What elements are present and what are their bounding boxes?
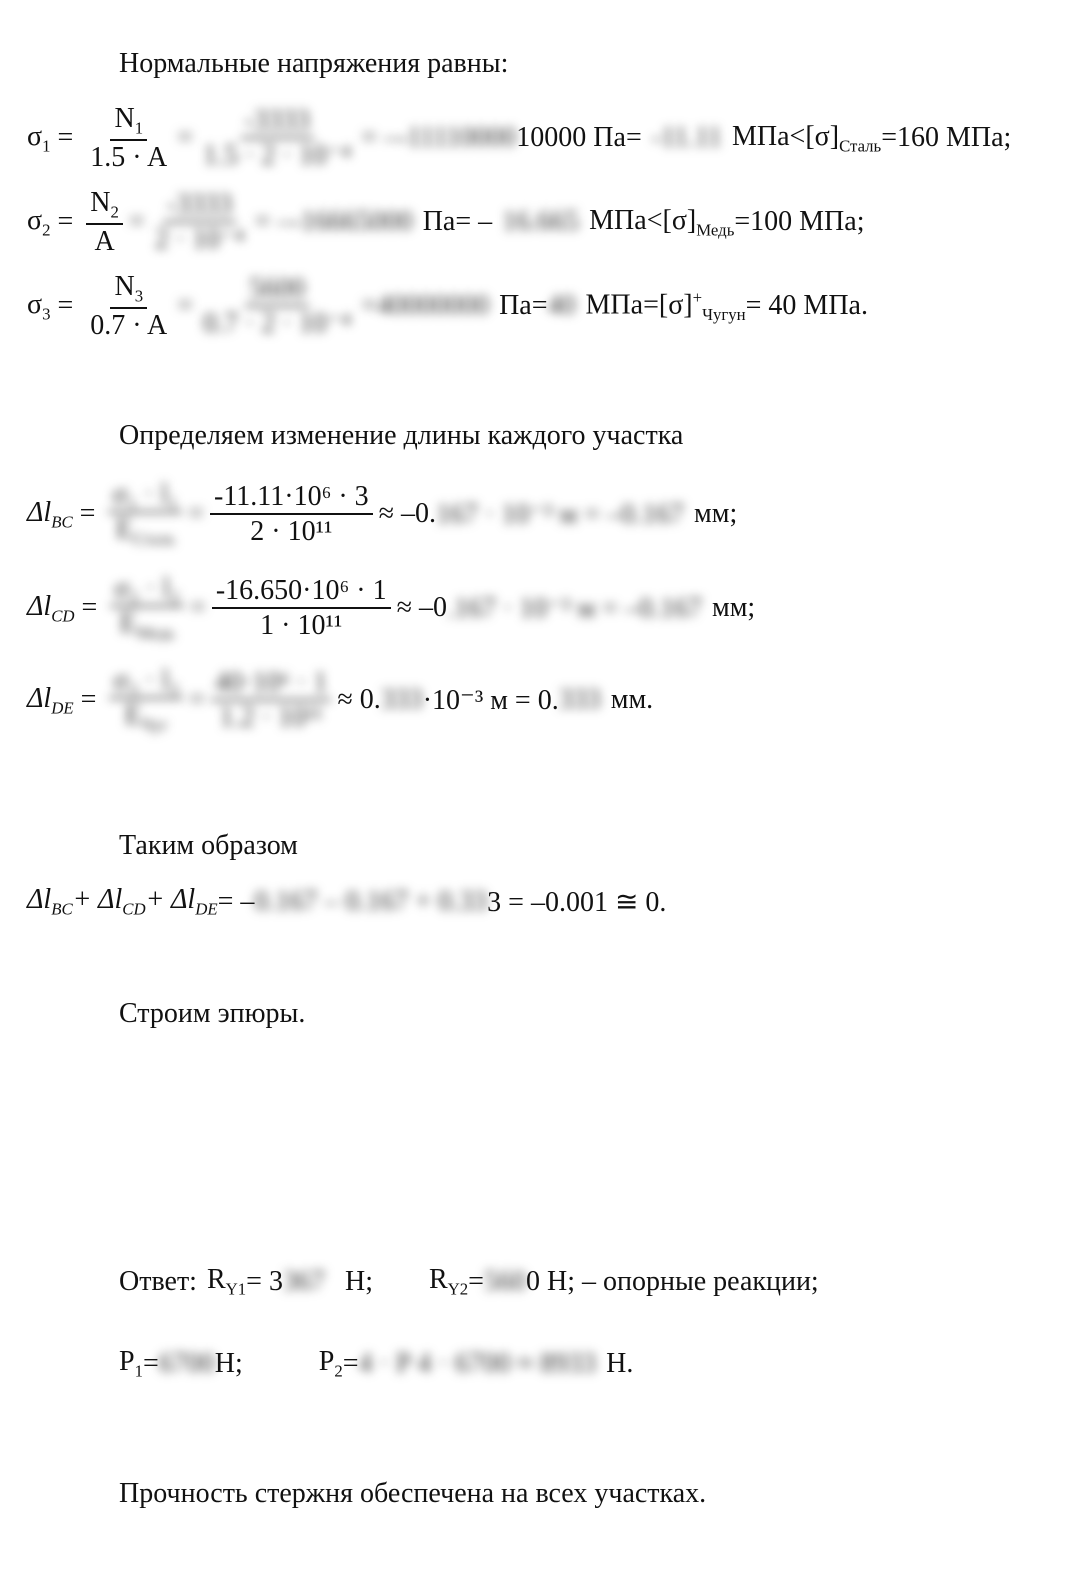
- sigma1-lhs: $\sigma_1$: [27, 120, 51, 156]
- sum-formula: $\Delta l_{BC}$ + $\Delta l_{CD}$ + $\Delta l_{DE}$ = – 0.167 – 0.167 + 0.33 3 = –0.001 ≅ 0.: [27, 884, 667, 919]
- dl-de-fraction-symbolic: $\frac{\text{σ₃ · l₃}}{E_{Чуг}}$: [109, 666, 183, 735]
- build-diagrams-paragraph: Строим эпюры.: [119, 998, 306, 1029]
- sigma2-fraction-values: $\frac{-3333}{\text{2 · 10⁻⁴}}$: [154, 188, 245, 256]
- dl-bc-formula: $\Delta l_{BC}$ = $\frac{\text{σ₁ · l₁}}{E_{Сталь}}$ = $\frac{\text{-11.11·10⁶ · 3}}{\text{2 · 10¹¹}}$ ≈ –0. 167 · 10⁻³ м = –0.167 мм;: [27, 479, 738, 549]
- intro-paragraph: Нормальные напряжения равны:: [119, 48, 509, 79]
- sigma1-formula: $\sigma_1$ = $\frac{N_1}{1.5 \cdot A}$ = $\frac{-3333}{\text{1.5 · 2 · 10⁻⁴}}$ = – -11110000 10000 Па= -11.11 $МПа<[\sigma]_{Сталь}$ =160 МПа;: [27, 103, 1012, 174]
- length-change-paragraph: Определяем изменение длины каждого участка: [119, 420, 684, 451]
- sigma1-value-hidden: -11110000: [398, 122, 517, 154]
- dl-bc-fraction-values: $\frac{\text{-11.11·10⁶ · 3}}{\text{2 · 10¹¹}}$: [210, 482, 373, 547]
- sigma2-fraction: $\frac{N_2}{A}$: [86, 188, 123, 257]
- strength-conclusion-paragraph: Прочность стержня обеспечена на всех участках.: [119, 1478, 707, 1509]
- sigma2-lhs: $\sigma_2$: [27, 204, 51, 240]
- dl-de-lhs: $\Delta l_{DE}$: [27, 682, 74, 718]
- sigma1-fraction: $\frac{N_1}{1.5 \cdot A}$: [90, 103, 168, 174]
- dl-cd-fraction-values: $\frac{\text{-16.650·10⁶ · 1}}{\text{1 · 10¹¹}}$: [212, 576, 391, 641]
- dl-de-fraction-values: $\frac{\text{40·10⁶ · 1}}{\text{1.2 · 10¹¹}}$: [211, 668, 331, 733]
- sigma1-fraction-values: $\frac{-3333}{\text{1.5 · 2 · 10⁻⁴}}$: [203, 104, 352, 172]
- dl-cd-formula: $\Delta l_{CD}$ = $\frac{\text{σ₂ · l₂}}{E_{Медь}}$ = $\frac{\text{-16.650·10⁶ · 1}}{\text{1 · 10¹¹}}$ ≈ –0 .167 · 10⁻³ м = –0.167 мм;: [27, 573, 756, 643]
- sigma3-lhs: $\sigma_3$: [27, 288, 51, 324]
- sigma3-value-hidden: 40000000: [377, 290, 490, 322]
- sigma2-formula: $\sigma_2$ = $\frac{N_2}{A}$ = $\frac{-3333}{\text{2 · 10⁻⁴}}$ = – -16665000 Па= – 16.665 $МПа<[\sigma]_{Медь}$ =100 МПа;: [27, 187, 865, 258]
- sigma3-fraction: $\frac{N_3}{0.7 \cdot A}$: [90, 271, 168, 342]
- dl-cd-lhs: $\Delta l_{CD}$: [27, 590, 75, 626]
- conclusion-intro-paragraph: Таким образом: [119, 830, 298, 861]
- answer-line: Ответ: $R_{Y1}$ = 3 367 Н; $R_{Y2}$ = 560 0 Н; – опорные реакции;: [119, 1264, 819, 1299]
- sigma3-fraction-values: $\frac{5600}{\text{0.7 · 2 · 10⁻⁴}}$: [203, 272, 352, 340]
- dl-bc-fraction-symbolic: $\frac{\text{σ₁ · l₁}}{E_{Сталь}}$: [108, 480, 182, 549]
- dl-de-formula: $\Delta l_{DE}$ = $\frac{\text{σ₃ · l₃}}{E_{Чуг}}$ = $\frac{\text{40·10⁶ · 1}}{\text{1.2 · 10¹¹}}$ ≈ 0. 333 ·10⁻³ м = 0. 333 мм.: [27, 665, 654, 735]
- loads-line: $P_1$ = 6700 Н; $P_2$ = 4 · P 4 · 6700 ≈ 8933 Н.: [119, 1346, 634, 1381]
- dl-cd-fraction-symbolic: $\frac{\text{σ₂ · l₂}}{E_{Медь}}$: [110, 574, 184, 643]
- sigma3-formula: $\sigma_3$ = $\frac{N_3}{0.7 \cdot A}$ = $\frac{5600}{\text{0.7 · 2 · 10⁻⁴}}$ = 40000000 Па= 40 $МПа=[\sigma]^+_{Чугун}$ = 40 МПа.: [27, 271, 868, 342]
- dl-bc-lhs: $\Delta l_{BC}$: [27, 496, 73, 532]
- sigma2-value-hidden: -16665000: [291, 206, 413, 238]
